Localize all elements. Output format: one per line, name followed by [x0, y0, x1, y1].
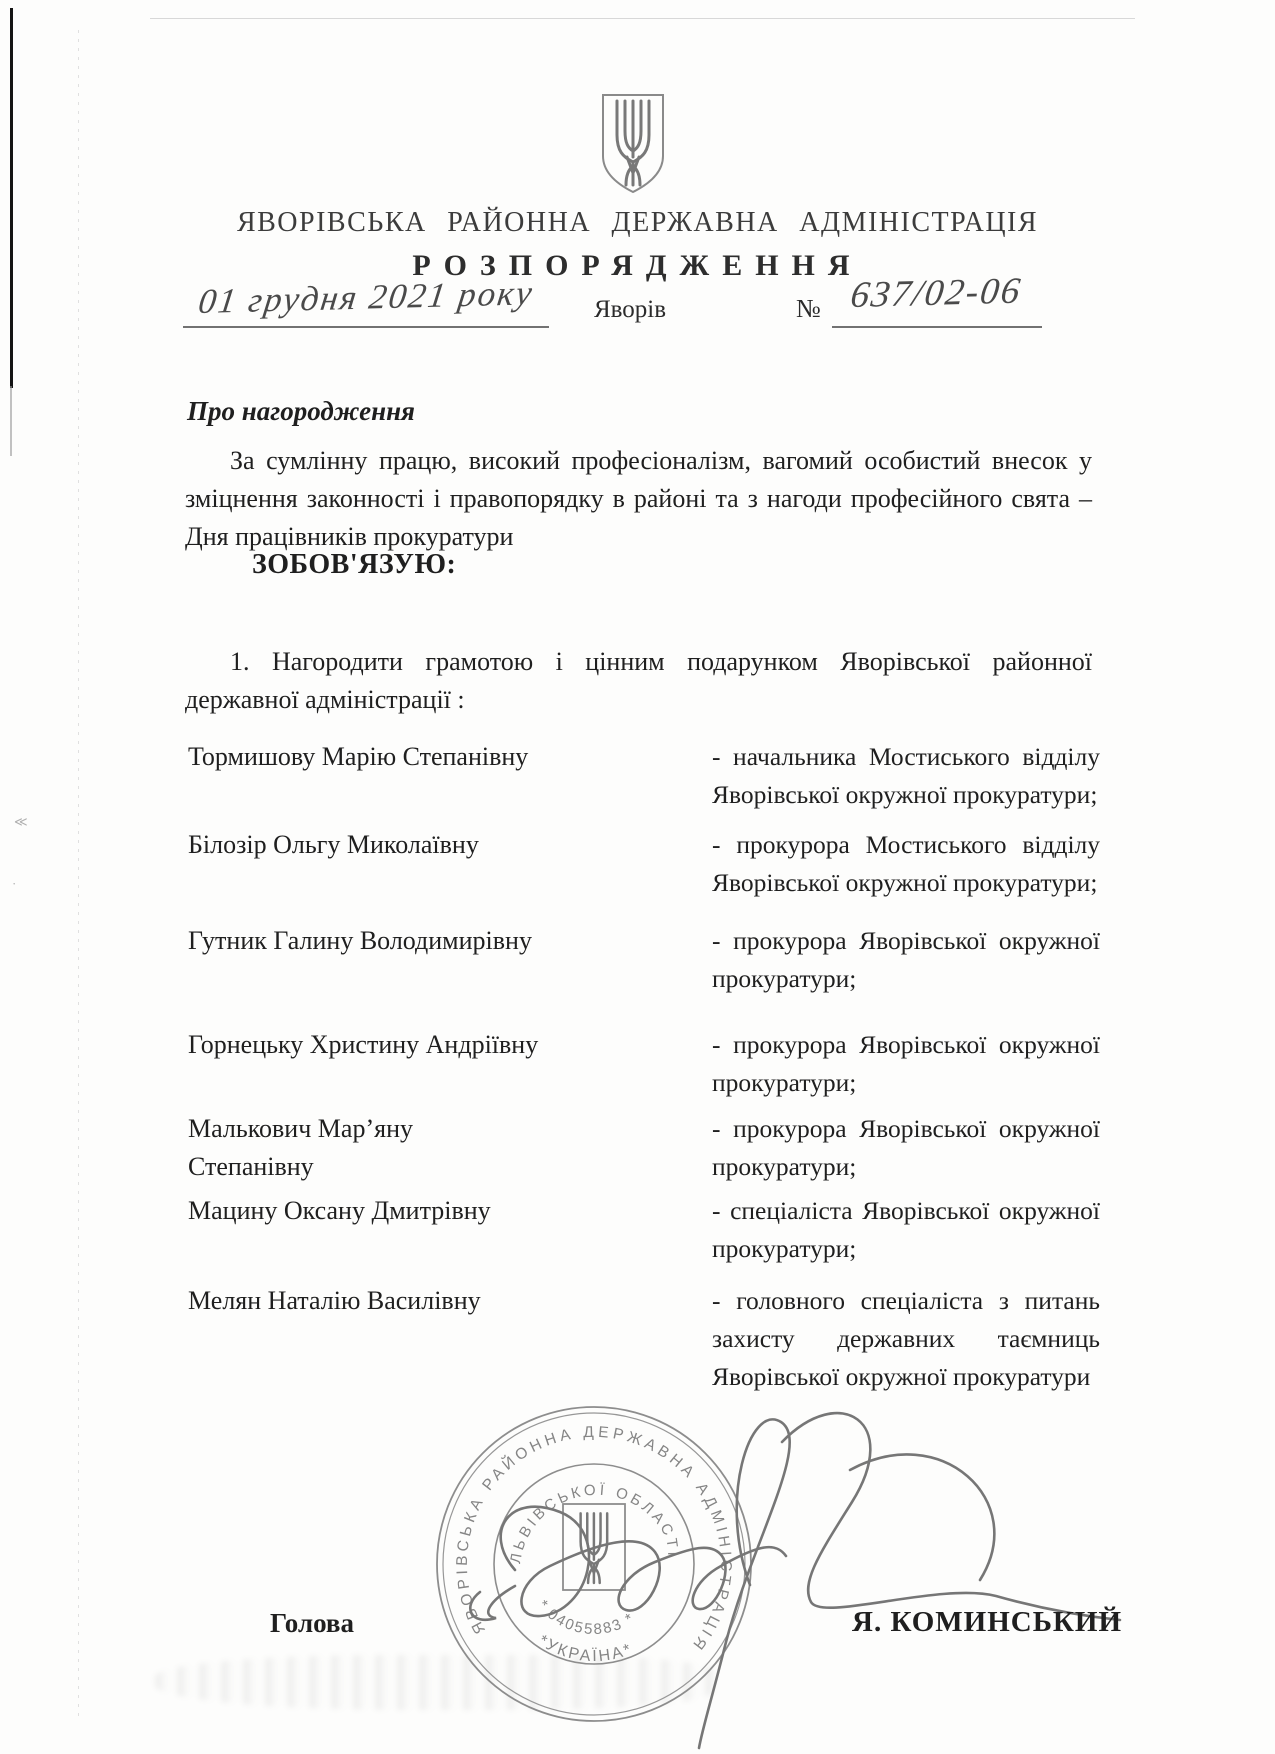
chairman-name: Я. КОМИНСЬКИЙ — [852, 1606, 1123, 1638]
awardee-position: - прокурора Яворівської окружної прокуратури; — [712, 1114, 1100, 1181]
awardee-position: - головного спеціаліста з питань захисту державних таємниць Яворівської окружної прокуратури — [712, 1286, 1100, 1391]
handwritten-date: 01 грудня 2021 року — [196, 273, 537, 322]
chairman-title: Голова — [270, 1608, 355, 1638]
item-1-line-1: 1. Нагородити грамотою і цінним подарунком Яворівської районної — [230, 647, 1092, 676]
awardee-name: Мелян Наталію Василівну — [188, 1286, 481, 1315]
stamp-country: *УКРАЇНА* — [535, 1632, 636, 1666]
awardee-position: - прокурора Мостиського відділу Яворівської окружної прокуратури; — [712, 830, 1100, 897]
handwritten-number: 637/02-06 — [848, 270, 1025, 317]
svg-text:* 04055883 * — [534, 1597, 638, 1638]
resolve-word: ЗОБОВ'ЯЗУЮ: — [252, 549, 457, 580]
scan-speck: ≪ — [14, 814, 28, 829]
awardee-position: - прокурора Яворівської окружної прокуратури; — [712, 926, 1100, 993]
awardee-name: Тормишову Марію Степанівну — [188, 742, 529, 771]
official-stamp — [422, 1392, 766, 1736]
scan-speck: · — [12, 876, 17, 891]
awardee-position: - прокурора Яворівської окружної прокуратури; — [712, 1030, 1100, 1097]
scan-edge-line-fade — [10, 386, 12, 456]
awardee-name: Малькович Мар’яну Степанівну — [188, 1114, 413, 1181]
stamp-inner-text: ЛЬВІВСЬКОЇ ОБЛАСТІ — [507, 1481, 682, 1565]
awardee-position: - начальника Мостиського відділу Яворівської окружної прокуратури; — [712, 742, 1100, 809]
scan-top-line — [150, 18, 1135, 19]
org-name: ЯВОРІВСЬКА РАЙОННА ДЕРЖАВНА АДМІНІСТРАЦІЯ — [236, 207, 1039, 238]
subject-line: Про нагородження — [187, 396, 415, 426]
intro-line-2: зміцнення законності і правопорядку в районі та з нагоди професійного свята – — [185, 484, 1092, 513]
awardee-name: Білозір Ольгу Миколаївну — [188, 830, 479, 859]
date-underline — [183, 326, 549, 328]
doc-type-title: РОЗПОРЯДЖЕННЯ — [412, 249, 863, 282]
stamp-code: * 04055883 * — [534, 1597, 639, 1639]
number-underline — [832, 326, 1042, 328]
scan-edge-line — [10, 8, 13, 388]
awardee-name: Горнецьку Христину Андріївну — [188, 1030, 539, 1059]
number-label: № — [796, 294, 821, 323]
awardee-name: Мацину Оксану Дмитрівну — [188, 1196, 491, 1225]
scan-dotted-line — [78, 30, 79, 1720]
item-1-line-2: державної адміністрації : — [185, 685, 465, 714]
awardee-name: Гутник Галину Володимирівну — [188, 926, 532, 955]
intro-line-3: Дня працівників прокуратури — [185, 522, 514, 551]
awardee-position: - спеціаліста Яворівської окружної прокуратури; — [712, 1196, 1100, 1263]
trident-emblem — [598, 92, 668, 196]
intro-line-1: За сумлінну працю, високий професіоналізм, вагомий особистий внесок у — [230, 446, 1092, 475]
place-name: Яворів — [594, 296, 667, 323]
stamp-outer-text: ЯВОРІВСЬКА РАЙОННА ДЕРЖАВНА АДМІНІСТРАЦІЯ — [453, 1423, 735, 1656]
